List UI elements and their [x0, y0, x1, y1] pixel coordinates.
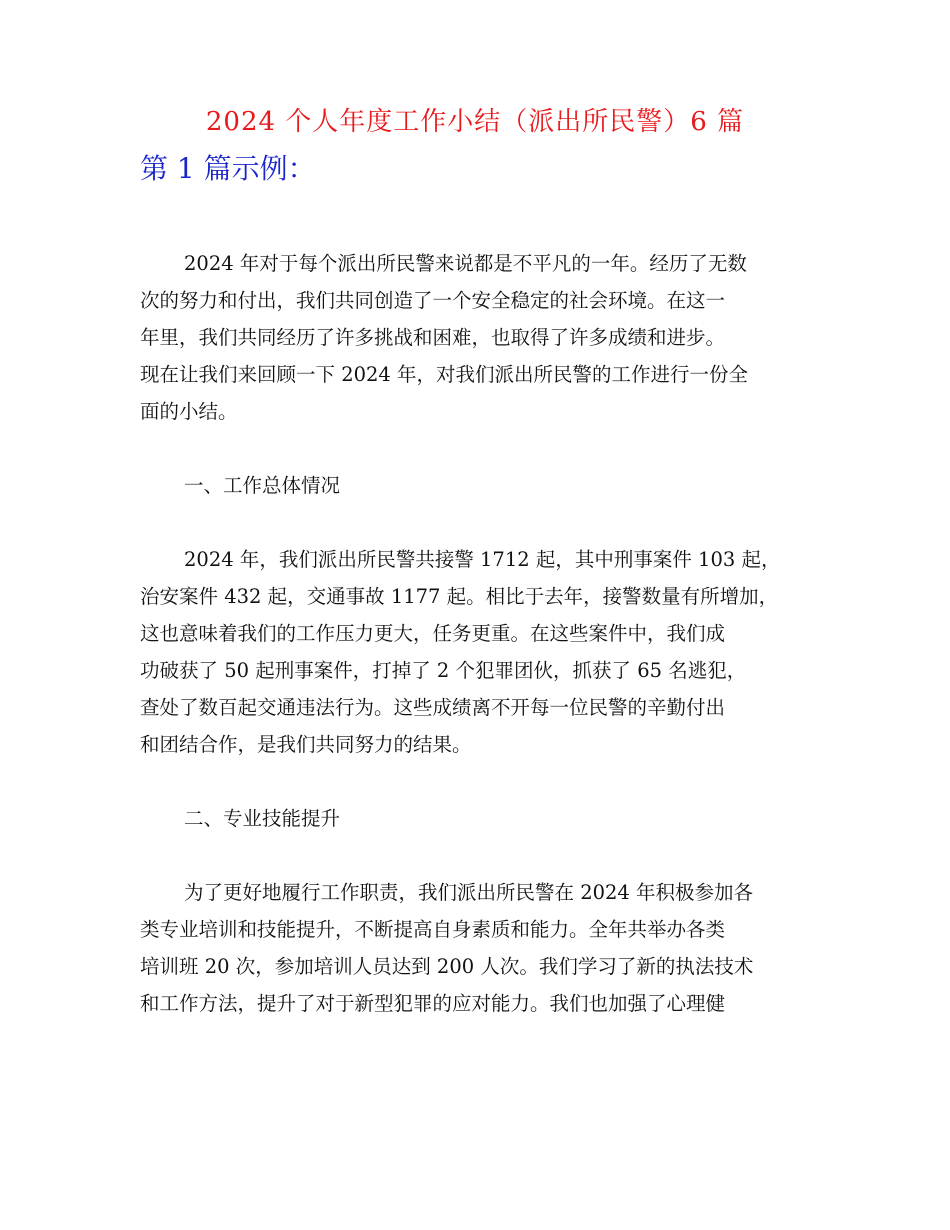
section-heading: 一、工作总体情况: [184, 474, 341, 497]
paragraph-line: 这也意味着我们的工作压力更大，任务更重。在这些案件中，我们成: [140, 622, 726, 645]
paragraph-line: 年里，我们共同经历了许多挑战和困难，也取得了许多成绩和进步。: [140, 326, 726, 349]
section-heading: 二、专业技能提升: [184, 807, 341, 830]
paragraph-line: 2024 年，我们派出所民警共接警 1712 起，其中刑事案件 103 起，: [184, 548, 781, 571]
paragraph-spacer: [140, 763, 820, 800]
paragraph-line: 为了更好地履行工作职责，我们派出所民警在 2024 年积极参加各: [184, 881, 754, 904]
paragraph-line: 查处了数百起交通违法行为。这些成绩离不开每一位民警的辛勤付出: [140, 696, 726, 719]
paragraph-line: 次的努力和付出，我们共同创造了一个安全稳定的社会环境。在这一: [140, 289, 726, 312]
paragraph-line: 面的小结。: [140, 400, 238, 423]
document-body: [140, 245, 820, 1022]
paragraph-spacer: [140, 837, 820, 874]
paragraph-spacer: [140, 504, 820, 541]
paragraph-line: 2024 年对于每个派出所民警来说都是不平凡的一年。经历了无数: [184, 252, 747, 275]
paragraph-line: 现在让我们来回顾一下 2024 年，对我们派出所民警的工作进行一份全: [140, 363, 749, 386]
paragraph-spacer: [140, 430, 820, 467]
paragraph-line: 和工作方法，提升了对于新型犯罪的应对能力。我们也加强了心理健: [140, 992, 726, 1015]
document-title: 2024 个人年度工作小结（派出所民警）6 篇: [205, 107, 745, 137]
paragraph-line: 培训班 20 次，参加培训人员达到 200 人次。我们学习了新的执法技术: [140, 955, 754, 978]
paragraph-line: 类专业培训和技能提升，不断提高自身素质和能力。全年共举办各类: [140, 918, 726, 941]
paragraph-line: 和团结合作，是我们共同努力的结果。: [140, 733, 472, 756]
section-subtitle: 第 1 篇示例：: [140, 152, 316, 185]
paragraph-line: 功破获了 50 起刑事案件，打掉了 2 个犯罪团伙，抓获了 65 名逃犯，: [140, 659, 747, 682]
paragraph-line: 治安案件 432 起，交通事故 1177 起。相比于去年，接警数量有所增加，: [140, 585, 779, 608]
